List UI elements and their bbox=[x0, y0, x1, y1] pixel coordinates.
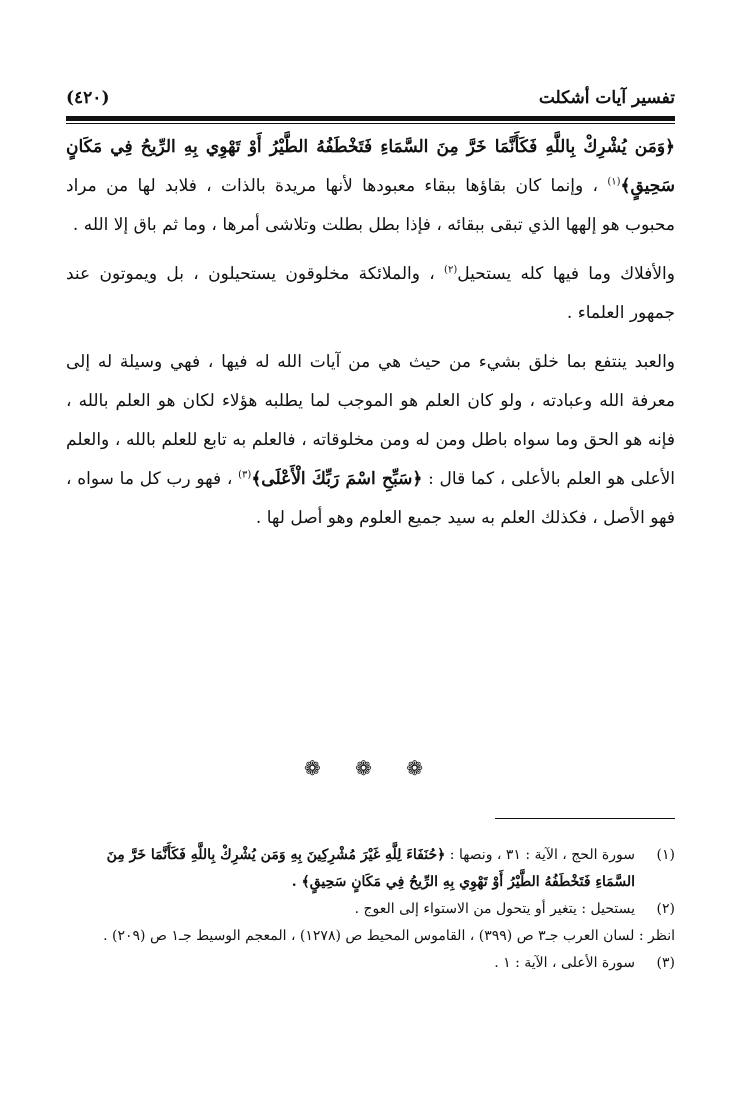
paragraph-text: ، فهو رب كل ما سواه ، فهو الأصل ، فكذلك العلم به سيد جميع العلوم وهو أصل لها . bbox=[66, 469, 675, 528]
footnote-text: انظر : لسان العرب جـ٣ ص (٣٩٩) ، القاموس المحيط ص (١٢٧٨) ، المعجم الوسيط جـ١ ص (٢٠٩) . bbox=[103, 928, 675, 944]
page-number: (٤٢٠) bbox=[66, 88, 110, 108]
quran-verse: ﴿سَبِّحِ اسْمَ رَبِّكَ الْأَعْلَى﴾ bbox=[251, 469, 423, 489]
footnote-ref-2: (٢) bbox=[444, 264, 458, 276]
header-rule-thin bbox=[66, 123, 675, 124]
footnote-2-continuation bbox=[66, 923, 675, 950]
footnote-ref-3: (٣) bbox=[238, 469, 252, 481]
page-header bbox=[66, 86, 675, 114]
footnote-text: سورة الأعلى ، الآية : ١ . bbox=[494, 955, 635, 971]
footnote-rule bbox=[495, 818, 675, 819]
footnote-3 bbox=[66, 950, 675, 977]
footnote-ref-1: (١) bbox=[607, 176, 621, 188]
footnote-1 bbox=[66, 842, 675, 896]
quran-verse: ﴿حُنَفَاءَ لِلَّهِ غَيْرَ مُشْرِكِينَ بِهِ وَمَن يُشْرِكْ بِاللَّهِ فَكَأَنَّمَا خَرَّ مِنَ السَّمَاءِ فَتَخْطَفُهُ الطَّيْرُ أَوْ تَهْوِي بِهِ الرِّيحُ فِي مَكَانٍ سَحِيقٍ﴾ . bbox=[106, 847, 635, 890]
section-ornament: ❁ ❁ ❁ bbox=[304, 756, 437, 780]
footnote-text: سورة الحج ، الآية : ٣١ ، ونصها : bbox=[449, 847, 635, 863]
paragraph-text: والعبد ينتفع بما خلق بشيء من حيث هي من آيات الله له فيها ، فهي وسيلة له إلى معرفة الله وعبادته ، ولو كان العلم هو الموجب لما يطلبه هؤلاء لكان هو العلم بالله ، فإنه هو الحق وما سواه باطل ومن له ومن مخلوقاته ، فالعلم به تابع للعلم بالله ، والعلم الأعلى هو العلم بالأعلى ، كما قال : bbox=[66, 352, 676, 489]
paragraph-text: ، وإنما كان بقاؤها ببقاء معبودها لأنها مريدة بالذات ، فلابد لها من مراد محبوب هو إلهها الذي تبقى ببقائه ، فإذا بطل بطلت وتلاشى أمرها ، وما ثم باق إلا الله . bbox=[66, 176, 675, 235]
footnotes bbox=[66, 842, 675, 977]
paragraph-2 bbox=[66, 255, 675, 333]
footnote-2 bbox=[66, 896, 675, 923]
footnote-number: (٢) bbox=[656, 901, 675, 917]
footnote-number: (٣) bbox=[656, 955, 675, 971]
paragraph-text: ، والملائكة مخلوقون يستحيلون ، بل ويموتون عند جمهور العلماء . bbox=[66, 264, 675, 323]
header-rule-thick bbox=[66, 116, 675, 121]
paragraph-3 bbox=[66, 343, 675, 538]
running-title: تفسير آيات أشكلت bbox=[538, 88, 675, 108]
footnote-number: (١) bbox=[656, 847, 675, 863]
paragraph-1 bbox=[66, 128, 675, 245]
paragraph-text: والأفلاك وما فيها كله يستحيل bbox=[457, 264, 675, 284]
main-text bbox=[66, 128, 675, 548]
quran-verse: ﴿وَمَن يُشْرِكْ بِاللَّهِ فَكَأَنَّمَا خَرَّ مِنَ السَّمَاءِ فَتَخْطَفُهُ الطَّيْرُ أَوْ تَهْوِي بِهِ الرِّيحُ فِي مَكَانٍ سَحِيقٍ﴾ bbox=[66, 137, 676, 196]
footnote-text: يستحيل : يتغير أو يتحول من الاستواء إلى العوج . bbox=[354, 901, 635, 917]
